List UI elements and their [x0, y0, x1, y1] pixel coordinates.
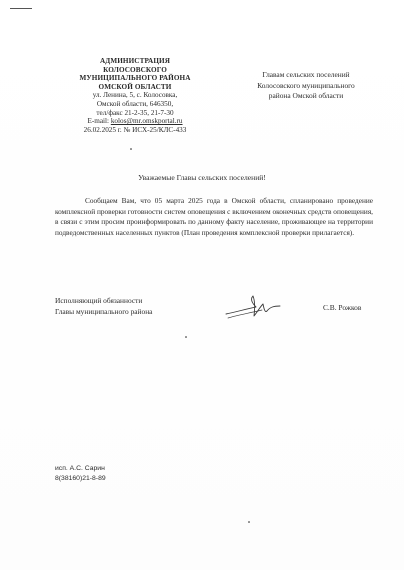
- scan-speck: [185, 336, 187, 338]
- sender-email-link[interactable]: kolos@mr.omskportal.ru: [110, 117, 183, 126]
- executor-phone: 8(38160)21-8-89: [55, 474, 106, 482]
- sender-email-line: [60, 117, 210, 126]
- sender-phone: тел/факс 21-2-35, 21-7-30: [96, 108, 174, 117]
- recipient-block: [236, 70, 376, 102]
- sender-block: [60, 57, 210, 134]
- executor-block: [55, 464, 106, 483]
- sender-address-line: Омской области, 646350,: [96, 99, 174, 108]
- signer-name: С.В. Рожков: [323, 303, 362, 312]
- sender-org-line: КОЛОСОВСКОГО: [103, 65, 167, 74]
- greeting: Уважаемые Главы сельских поселений!: [138, 173, 266, 182]
- recipient-line: Главам сельских поселений: [262, 70, 350, 79]
- scan-speck: [248, 521, 250, 523]
- top-mark: [10, 8, 32, 9]
- sender-org-line: МУНИЦИПАЛЬНОГО РАЙОНА: [79, 74, 191, 83]
- recipient-line: района Омской области: [268, 91, 344, 101]
- sender-org-line: ОМСКОЙ ОБЛАСТИ: [98, 82, 172, 91]
- signature-image: [222, 292, 288, 324]
- signer-title-line: Исполняющий обязанности: [55, 296, 143, 305]
- sender-date-ref: 26.02.2025 г. № ИСХ-25/КЛС-433: [83, 125, 187, 134]
- executor-name: исп. А.С. Сарин: [55, 465, 105, 472]
- body-paragraph: Сообщаем Вам, что 05 марта 2025 года в Омской области, спланировано проведение комплексной проверки готовности систем оповещения с включением оконечных средств оповещения, в связи с этим просим проинформировать по данному факту население, проживающее на территории подведомственных населенных пунктов (План проведения комплексной проверки прилагается).: [55, 196, 373, 238]
- recipient-line: Колосовского муниципального: [257, 80, 355, 90]
- sender-address-line: ул. Ленина, 5, с. Колосовка,: [92, 91, 178, 100]
- signer-title: [55, 296, 152, 317]
- signer-title-line: Главы муниципального района: [55, 306, 153, 316]
- sender-org-line: АДМИНИСТРАЦИЯ: [99, 57, 170, 65]
- sender-email-prefix: E-mail:: [87, 117, 111, 126]
- scan-speck: [130, 148, 132, 150]
